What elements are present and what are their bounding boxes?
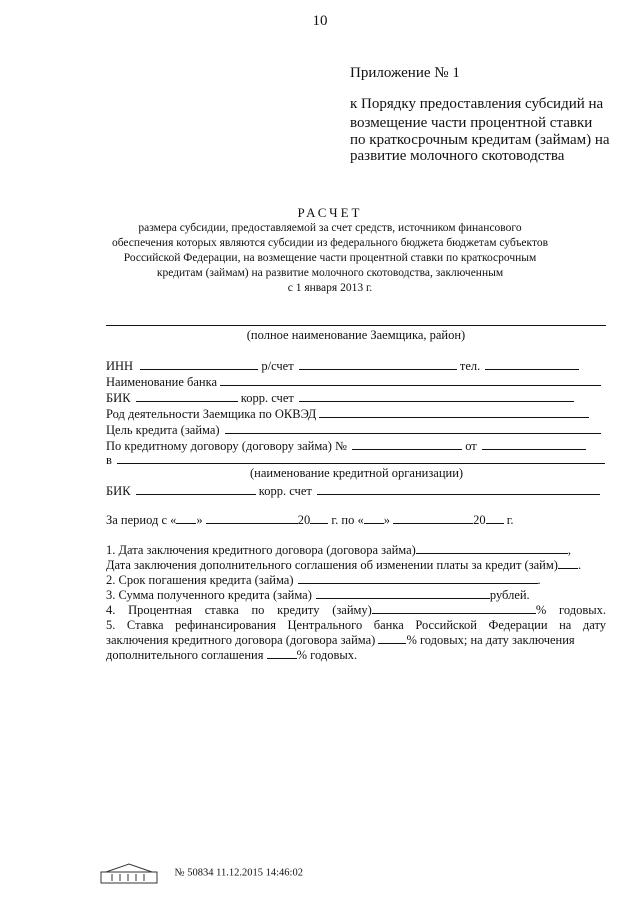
account-input[interactable] [299,359,457,370]
contract-label: По кредитному договору (договору займа) № [106,439,347,453]
item-4-input[interactable] [372,603,536,614]
item-4-word: (займу) [332,603,372,617]
period-start-year-prefix: 20 [297,513,311,527]
doc-number: № 50834 [174,867,214,879]
item-4-word: Процентная [128,603,192,617]
bank-name-input[interactable] [220,375,601,386]
item-4-word: кредиту [277,603,320,617]
item-2-input[interactable] [298,573,538,584]
contract-date-input[interactable] [482,439,586,450]
item-3 [106,588,606,603]
contract-row [106,439,586,454]
heading-line: Российской Федерации, на возмещение части процентной ставки по краткосрочным [123,252,537,264]
annex-line: развитие молочного скотоводства [350,148,565,164]
item-5-text: % годовых; на дату заключения [406,633,575,647]
purpose-row [106,423,601,438]
footer [100,862,303,884]
heading-line: кредитам (займам) на развитие молочного скотоводства, заключенным [156,267,504,279]
credit-org-input[interactable] [117,453,605,464]
item-3-end: рублей. [489,588,530,602]
item-1 [106,543,606,558]
credit-org-caption: (наименование кредитной организации) [250,466,464,480]
inn-label: ИНН [106,359,134,373]
item-2-end: . [537,573,541,587]
period-end-year-prefix: 20 [473,513,486,527]
okved-label: Род деятельности Заемщика по ОКВЭД [106,407,317,421]
okved-input[interactable] [319,407,589,418]
item-4-word: ставка [204,603,239,617]
purpose-input[interactable] [225,423,601,434]
phone-input[interactable] [485,359,579,370]
heading-line: с 1 января 2013 г. [287,282,373,294]
quote-mark: » [196,513,203,527]
period-end-day-input[interactable] [364,513,384,524]
bik-row [106,391,574,406]
annex-title: Приложение № 1 [350,65,460,81]
account-label: р/счет [261,359,294,373]
document-title: РАСЧЕТ [297,205,363,220]
heading-line: размера субсидии, предоставляемой за счет средств, источником финансового [138,222,522,234]
item-1b-end: . [577,558,582,572]
annex-line: по краткосрочным кредитам (займам) на [350,132,610,148]
item-2-label: 2. Срок погашения кредита (займа) [106,573,294,587]
stamp-icon [100,862,158,884]
corr-account2-input[interactable] [317,484,600,495]
bik2-input[interactable] [136,484,256,495]
item-5-text: % годовых. [296,648,358,662]
period-row [106,513,514,528]
credit-org-label: в [106,453,112,467]
period-start-day-input[interactable] [176,513,196,524]
item-1-label: 1. Дата заключения кредитного договора (договора займа) [106,543,416,557]
item-5-line3 [106,648,606,663]
item-3-input[interactable] [316,588,490,599]
period-start-year-input[interactable] [310,513,328,524]
bik2-row [106,484,600,499]
bik-input[interactable] [136,391,238,402]
period-to-label: г. по « [331,513,364,527]
bik-label: БИК [106,391,131,405]
annex-line: к Порядку предоставления субсидий на [350,96,604,112]
item-1b-label: Дата заключения дополнительного соглашения об изменении платы за кредит (займ) [106,558,558,572]
period-start-month-input[interactable] [206,513,298,524]
okved-row [106,407,589,422]
item-2 [106,573,606,588]
borrower-caption: (полное наименование Заемщика, район) [246,328,466,342]
bik2-label: БИК [106,484,131,498]
item-3-label: 3. Сумма полученного кредита (займа) [106,588,312,602]
item-4 [106,603,606,618]
item-5-text: заключения кредитного договора (договора займа) [106,633,376,647]
item-4-word: годовых. [559,603,606,617]
item-1-end: , [567,543,571,557]
annex-line: возмещение части процентной ставки [350,115,593,131]
item-5-line2 [106,633,606,648]
inn-row [106,359,579,374]
period-label: За период с « [106,513,177,527]
percent-sign: % [535,603,547,617]
corr-account-label: корр. счет [240,391,294,405]
bank-name-label: Наименование банка [106,375,218,389]
bank-name-row [106,375,601,390]
borrower-name-line[interactable] [106,325,606,326]
item-4-number: 4. [106,603,116,617]
item-1b-input[interactable] [558,558,578,569]
period-end-month-input[interactable] [393,513,473,524]
item-5-rate2-input[interactable] [267,648,297,659]
heading-line: обеспечения которых являются субсидии из федерального бюджета бюджетам субъектов [111,237,549,249]
page-number: 10 [312,13,328,29]
item-5-text: дополнительного соглашения [106,648,264,662]
corr-account2-label: корр. счет [258,484,312,498]
quote-mark: » [383,513,390,527]
contract-from-label: от [465,439,477,453]
purpose-label: Цель кредита (займа) [106,423,220,437]
item-4-word: по [251,603,265,617]
period-end-year-input[interactable] [486,513,504,524]
inn-input[interactable] [140,359,258,370]
phone-label: тел. [459,359,481,373]
period-end-label: г. [506,513,514,527]
item-1b [106,558,606,573]
corr-account-input[interactable] [299,391,574,402]
item-5-line1: 5. Ставка рефинансирования Центрального банка Российской Федерации на дату [106,618,606,632]
contract-number-input[interactable] [352,439,462,450]
item-5-rate-input[interactable] [378,633,406,644]
doc-timestamp: 11.12.2015 14:46:02 [216,867,303,879]
item-1-input[interactable] [416,543,568,554]
